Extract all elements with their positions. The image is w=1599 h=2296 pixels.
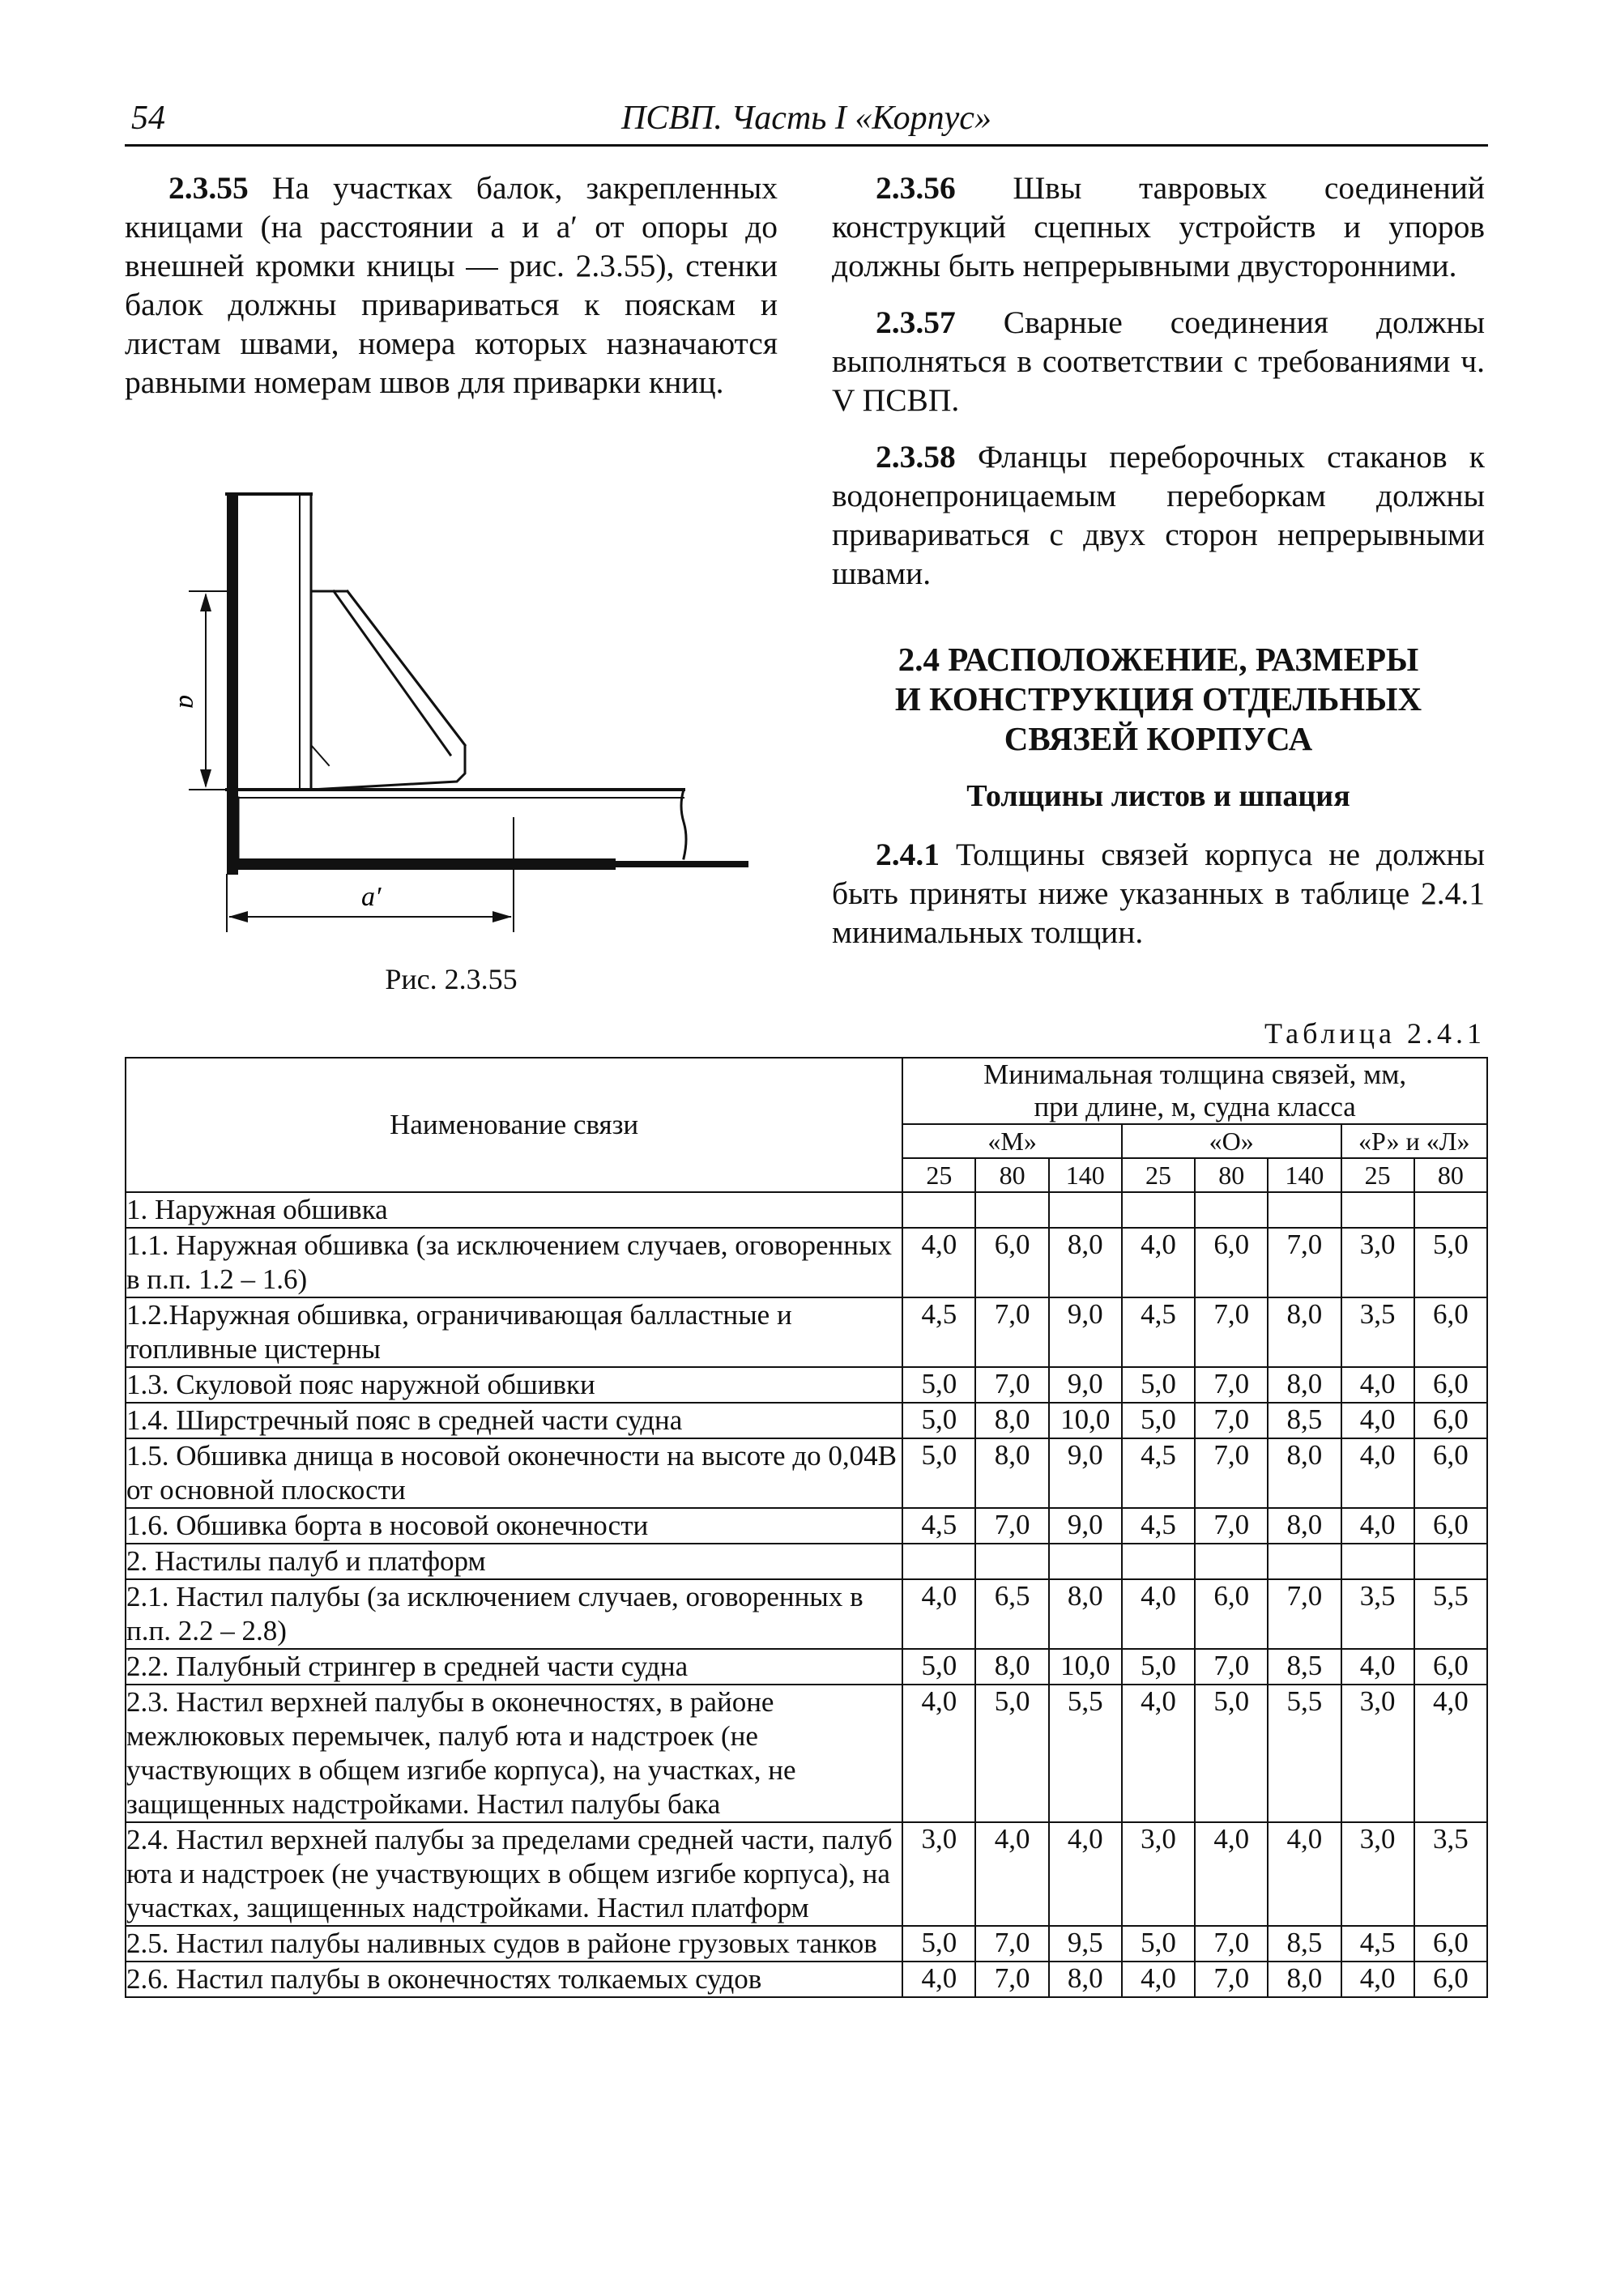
value-cell: 9,5 <box>1049 1926 1122 1962</box>
value-cell: 5,0 <box>902 1649 975 1685</box>
row-name: 2.4. Настил верхней палубы за пределами средней части, палуб юта и надстроек (не участвующих в общем изгибе корпуса), на участках, защищенных надстройками. Настил платформ <box>126 1822 902 1926</box>
value-cell: 6,0 <box>975 1228 1048 1297</box>
empty-cell <box>975 1192 1048 1228</box>
paragraph-2-4-1 <box>832 835 1485 952</box>
value-cell: 3,5 <box>1414 1822 1487 1926</box>
value-cell: 8,5 <box>1268 1926 1341 1962</box>
row-name: 2.2. Палубный стрингер в средней части судна <box>126 1649 902 1685</box>
value-cell: 4,0 <box>902 1579 975 1649</box>
table-row <box>126 1962 1487 1997</box>
value-cell: 6,0 <box>1414 1297 1487 1367</box>
value-cell: 7,0 <box>1195 1962 1268 1997</box>
header-class: «Р» и «Л» <box>1341 1124 1488 1158</box>
table-row <box>126 1297 1487 1367</box>
empty-cell <box>1341 1544 1414 1579</box>
running-title: ПСВП. Часть I «Корпус» <box>621 100 991 137</box>
paragraph-number: 2.3.58 <box>876 439 956 475</box>
value-cell: 6,0 <box>1195 1228 1268 1297</box>
row-name: 1.4. Ширстречный пояс в средней части судна <box>126 1403 902 1438</box>
header-length: 80 <box>975 1158 1048 1192</box>
paragraph-text: Швы тавровых соединений конструкций сцепных устройств и упоров должны быть непрерывными двусторонними. <box>832 170 1485 283</box>
table-row <box>126 1685 1487 1822</box>
value-cell: 8,0 <box>975 1649 1048 1685</box>
value-cell: 5,5 <box>1049 1685 1122 1822</box>
table-row <box>126 1508 1487 1544</box>
paragraph-text: Толщины связей корпуса не должны быть приняты ниже указанных в таблице 2.4.1 минимальных толщин. <box>832 837 1485 950</box>
value-cell: 3,0 <box>1341 1685 1414 1822</box>
value-cell: 4,0 <box>1341 1367 1414 1403</box>
value-cell: 8,5 <box>1268 1403 1341 1438</box>
table-row <box>126 1438 1487 1508</box>
dimension-a-label: a <box>173 695 203 709</box>
value-cell: 4,0 <box>1122 1962 1195 1997</box>
table-label: Таблица 2.4.1 <box>1264 1017 1486 1050</box>
table-row <box>126 1649 1487 1685</box>
value-cell: 6,0 <box>1414 1508 1487 1544</box>
value-cell: 8,0 <box>1049 1962 1122 1997</box>
empty-cell <box>902 1192 975 1228</box>
paragraph-number: 2.3.55 <box>168 170 249 206</box>
value-cell: 5,0 <box>975 1685 1048 1822</box>
value-cell: 3,0 <box>1341 1228 1414 1297</box>
value-cell: 3,0 <box>1341 1822 1414 1926</box>
value-cell: 4,0 <box>1341 1403 1414 1438</box>
table-row <box>126 1926 1487 1962</box>
header-group-line: Минимальная толщина связей, мм, <box>983 1059 1407 1090</box>
figure-2-3-55 <box>149 478 748 948</box>
category-name: 1. Наружная обшивка <box>126 1192 902 1228</box>
value-cell: 4,0 <box>975 1822 1048 1926</box>
header-length: 25 <box>1341 1158 1414 1192</box>
value-cell: 4,0 <box>1122 1228 1195 1297</box>
value-cell: 4,0 <box>1049 1822 1122 1926</box>
value-cell: 4,0 <box>902 1685 975 1822</box>
value-cell: 5,0 <box>902 1438 975 1508</box>
value-cell: 4,0 <box>902 1228 975 1297</box>
value-cell: 3,0 <box>1122 1822 1195 1926</box>
empty-cell <box>902 1544 975 1579</box>
paragraph-text: На участках балок, закрепленных кницами (на расстоянии a и a′ от опоры до внешней кромки кницы — рис. 2.3.55), стенки балок должны привариваться к пояскам и листам швами, номера которых назначаются равными номерам швов для приварки книц. <box>125 170 778 400</box>
header-class: «М» <box>902 1124 1122 1158</box>
header-group-line: при длине, м, судна класса <box>1034 1091 1356 1122</box>
category-row <box>126 1544 1487 1579</box>
paragraph-text: Сварные соединения должны выполняться в соответствии с требованиями ч. V ПСВП. <box>832 305 1485 418</box>
value-cell: 5,5 <box>1268 1685 1341 1822</box>
header-length: 80 <box>1195 1158 1268 1192</box>
table-body <box>126 1192 1487 1997</box>
value-cell: 7,0 <box>1195 1403 1268 1438</box>
subsection-title: Толщины листов и шпация <box>966 779 1350 813</box>
row-name: 1.2.Наружная обшивка, ограничивающая балластные и топливные цистерны <box>126 1297 902 1367</box>
empty-cell <box>975 1544 1048 1579</box>
value-cell: 7,0 <box>1195 1367 1268 1403</box>
value-cell: 10,0 <box>1049 1403 1122 1438</box>
value-cell: 5,0 <box>902 1403 975 1438</box>
value-cell: 5,0 <box>902 1926 975 1962</box>
empty-cell <box>1122 1544 1195 1579</box>
value-cell: 7,0 <box>975 1297 1048 1367</box>
paragraph-2-3-55 <box>125 168 778 402</box>
value-cell: 7,0 <box>1195 1649 1268 1685</box>
value-cell: 8,0 <box>1268 1508 1341 1544</box>
value-cell: 4,0 <box>1414 1685 1487 1822</box>
value-cell: 7,0 <box>1195 1508 1268 1544</box>
empty-cell <box>1341 1192 1414 1228</box>
value-cell: 4,5 <box>1341 1926 1414 1962</box>
value-cell: 4,5 <box>902 1297 975 1367</box>
empty-cell <box>1268 1192 1341 1228</box>
value-cell: 8,0 <box>1268 1962 1341 1997</box>
value-cell: 3,5 <box>1341 1297 1414 1367</box>
header-name: Наименование связи <box>126 1058 902 1192</box>
paragraph-number: 2.3.56 <box>876 170 956 206</box>
table-row <box>126 1403 1487 1438</box>
value-cell: 4,0 <box>1341 1649 1414 1685</box>
thickness-table <box>125 1057 1488 1998</box>
paragraph-2-3-56 <box>832 168 1485 285</box>
row-name: 1.1. Наружная обшивка (за исключением случаев, оговоренных в п.п. 1.2 – 1.6) <box>126 1228 902 1297</box>
table-row <box>126 1228 1487 1297</box>
value-cell: 8,0 <box>1049 1228 1122 1297</box>
value-cell: 4,0 <box>902 1962 975 1997</box>
value-cell: 4,5 <box>902 1508 975 1544</box>
header-length: 140 <box>1268 1158 1341 1192</box>
empty-cell <box>1195 1192 1268 1228</box>
value-cell: 8,0 <box>1268 1367 1341 1403</box>
value-cell: 8,5 <box>1268 1649 1341 1685</box>
row-name: 1.6. Обшивка борта в носовой оконечности <box>126 1508 902 1544</box>
section-title-2-4 <box>832 640 1485 759</box>
value-cell: 5,0 <box>1122 1926 1195 1962</box>
paragraph-number: 2.4.1 <box>876 837 940 872</box>
value-cell: 3,5 <box>1341 1579 1414 1649</box>
row-name: 2.5. Настил палубы наливных судов в районе грузовых танков <box>126 1926 902 1962</box>
value-cell: 8,0 <box>975 1403 1048 1438</box>
value-cell: 9,0 <box>1049 1438 1122 1508</box>
value-cell: 4,0 <box>1341 1962 1414 1997</box>
section-title-line: И КОНСТРУКЦИЯ ОТДЕЛЬНЫХ <box>894 680 1422 718</box>
value-cell: 9,0 <box>1049 1367 1122 1403</box>
value-cell: 4,5 <box>1122 1297 1195 1367</box>
page-header <box>125 96 1488 147</box>
value-cell: 4,5 <box>1122 1508 1195 1544</box>
value-cell: 5,5 <box>1414 1579 1487 1649</box>
value-cell: 7,0 <box>975 1367 1048 1403</box>
value-cell: 7,0 <box>1195 1438 1268 1508</box>
header-class: «О» <box>1122 1124 1341 1158</box>
value-cell: 8,0 <box>1049 1579 1122 1649</box>
table-row <box>126 1367 1487 1403</box>
value-cell: 4,0 <box>1122 1579 1195 1649</box>
value-cell: 8,0 <box>1268 1438 1341 1508</box>
section-title-line: СВЯЗЕЙ КОРПУСА <box>1004 720 1313 757</box>
figure-caption: Рис. 2.3.55 <box>385 963 518 995</box>
left-column <box>125 168 778 420</box>
value-cell: 5,0 <box>1414 1228 1487 1297</box>
value-cell: 5,0 <box>1122 1649 1195 1685</box>
page-number: 54 <box>131 100 165 137</box>
table-row <box>126 1579 1487 1649</box>
section-title-line: 2.4 РАСПОЛОЖЕНИЕ, РАЗМЕРЫ <box>898 641 1419 678</box>
row-name: 1.3. Скуловой пояс наружной обшивки <box>126 1367 902 1403</box>
empty-cell <box>1049 1192 1122 1228</box>
header-length: 80 <box>1414 1158 1487 1192</box>
row-name: 2.1. Настил палубы (за исключением случаев, оговоренных в п.п. 2.2 – 2.8) <box>126 1579 902 1649</box>
table-row <box>126 1822 1487 1926</box>
empty-cell <box>1414 1192 1487 1228</box>
value-cell: 8,0 <box>1268 1297 1341 1367</box>
empty-cell <box>1049 1544 1122 1579</box>
value-cell: 4,0 <box>1341 1508 1414 1544</box>
row-name: 1.5. Обшивка днища в носовой оконечности на высоте до 0,04В от основной плоскости <box>126 1438 902 1508</box>
header-length: 140 <box>1049 1158 1122 1192</box>
value-cell: 4,0 <box>1341 1438 1414 1508</box>
value-cell: 6,5 <box>975 1579 1048 1649</box>
category-row <box>126 1192 1487 1228</box>
value-cell: 4,0 <box>1195 1822 1268 1926</box>
value-cell: 9,0 <box>1049 1508 1122 1544</box>
right-column <box>832 168 1485 969</box>
category-name: 2. Настилы палуб и платформ <box>126 1544 902 1579</box>
dimension-a-prime-label: a′ <box>361 882 382 912</box>
paragraph-number: 2.3.57 <box>876 305 956 340</box>
empty-cell <box>1268 1544 1341 1579</box>
value-cell: 10,0 <box>1049 1649 1122 1685</box>
paragraph-text: Фланцы переборочных стаканов к водонепроницаемым переборкам должны привариваться с двух сторон непрерывными швами. <box>832 439 1485 591</box>
value-cell: 7,0 <box>1268 1579 1341 1649</box>
value-cell: 4,0 <box>1122 1685 1195 1822</box>
paragraph-2-3-58 <box>832 437 1485 593</box>
value-cell: 6,0 <box>1414 1962 1487 1997</box>
paragraph-2-3-57 <box>832 303 1485 420</box>
value-cell: 7,0 <box>1195 1926 1268 1962</box>
header-group <box>902 1058 1487 1124</box>
value-cell: 6,0 <box>1414 1438 1487 1508</box>
empty-cell <box>1195 1544 1268 1579</box>
value-cell: 5,0 <box>1122 1403 1195 1438</box>
value-cell: 4,5 <box>1122 1438 1195 1508</box>
empty-cell <box>1122 1192 1195 1228</box>
value-cell: 7,0 <box>1268 1228 1341 1297</box>
row-name: 2.6. Настил палубы в оконечностях толкаемых судов <box>126 1962 902 1997</box>
value-cell: 9,0 <box>1049 1297 1122 1367</box>
value-cell: 6,0 <box>1414 1367 1487 1403</box>
value-cell: 5,0 <box>1195 1685 1268 1822</box>
row-name: 2.3. Настил верхней палубы в оконечностях, в районе межлюковых перемычек, палуб юта и надстроек (не участвующих в общем изгибе корпуса), на участках, не защищенных надстройками. Настил палубы бака <box>126 1685 902 1822</box>
value-cell: 7,0 <box>975 1962 1048 1997</box>
value-cell: 7,0 <box>975 1508 1048 1544</box>
value-cell: 7,0 <box>975 1926 1048 1962</box>
value-cell: 5,0 <box>902 1367 975 1403</box>
value-cell: 7,0 <box>1195 1297 1268 1367</box>
header-length: 25 <box>1122 1158 1195 1192</box>
value-cell: 5,0 <box>1122 1367 1195 1403</box>
value-cell: 8,0 <box>975 1438 1048 1508</box>
value-cell: 6,0 <box>1414 1403 1487 1438</box>
value-cell: 6,0 <box>1195 1579 1268 1649</box>
value-cell: 6,0 <box>1414 1649 1487 1685</box>
value-cell: 4,0 <box>1268 1822 1341 1926</box>
value-cell: 3,0 <box>902 1822 975 1926</box>
header-length: 25 <box>902 1158 975 1192</box>
value-cell: 6,0 <box>1414 1926 1487 1962</box>
empty-cell <box>1414 1544 1487 1579</box>
bracket-weld-drawing <box>149 478 748 948</box>
